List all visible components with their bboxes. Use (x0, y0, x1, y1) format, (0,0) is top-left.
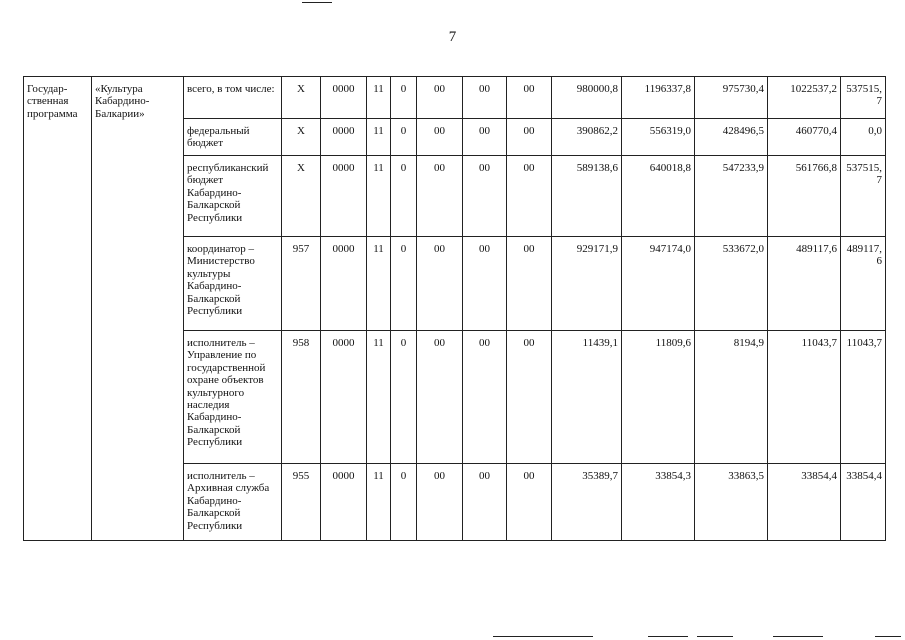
target-code-cell: 11 (367, 237, 391, 331)
amount-cell: 390862,2 (552, 119, 622, 156)
target-code-cell: 00 (507, 156, 552, 237)
amount-cell: 975730,4 (695, 77, 768, 119)
amount-cell: 489117,6 (841, 237, 886, 331)
target-code-cell: 00 (417, 237, 463, 331)
program-type-cell: Государ-ственная программа (24, 77, 92, 541)
scan-artifact-top (302, 2, 332, 3)
rzpr-cell: 0000 (321, 156, 367, 237)
amount-cell: 35389,7 (552, 464, 622, 541)
funding-source-cell: всего, в том числе: (184, 77, 282, 119)
target-code-cell: 00 (417, 331, 463, 464)
program-name-cell: «Культура Кабардино-Балкарии» (92, 77, 184, 541)
target-code-cell: 11 (367, 119, 391, 156)
amount-cell: 11809,6 (622, 331, 695, 464)
amount-cell: 428496,5 (695, 119, 768, 156)
target-code-cell: 00 (417, 77, 463, 119)
target-code-cell: 00 (463, 156, 507, 237)
grbs-cell: 957 (282, 237, 321, 331)
amount-cell: 8194,9 (695, 331, 768, 464)
amount-cell: 533672,0 (695, 237, 768, 331)
funding-source-cell: координатор – Министерство культуры Кабардино-Балкарской Республики (184, 237, 282, 331)
target-code-cell: 00 (417, 156, 463, 237)
table-row (24, 77, 886, 119)
target-code-cell: 0 (391, 464, 417, 541)
target-code-cell: 00 (463, 119, 507, 156)
amount-cell: 11043,7 (768, 331, 841, 464)
target-code-cell: 0 (391, 77, 417, 119)
rzpr-cell: 0000 (321, 331, 367, 464)
grbs-cell: 955 (282, 464, 321, 541)
grbs-cell: 958 (282, 331, 321, 464)
target-code-cell: 11 (367, 331, 391, 464)
amount-cell: 929171,9 (552, 237, 622, 331)
target-code-cell: 00 (417, 119, 463, 156)
funding-source-cell: республиканский бюджет Кабардино-Балкарской Республики (184, 156, 282, 237)
target-code-cell: 00 (507, 119, 552, 156)
funding-source-cell: исполнитель – Управление по государственной охране объектов культурного наследия Кабардино-Балкарской Республики (184, 331, 282, 464)
grbs-cell: Х (282, 156, 321, 237)
grbs-cell: Х (282, 119, 321, 156)
amount-cell: 947174,0 (622, 237, 695, 331)
amount-cell: 537515,7 (841, 77, 886, 119)
rzpr-cell: 0000 (321, 77, 367, 119)
amount-cell: 547233,9 (695, 156, 768, 237)
budget-table (23, 76, 886, 541)
target-code-cell: 0 (391, 119, 417, 156)
scan-artifact-bottom (773, 636, 823, 637)
funding-source-cell: исполнитель – Архивная служба Кабардино-Балкарской Республики (184, 464, 282, 541)
scan-artifact-bottom (697, 636, 733, 637)
target-code-cell: 00 (463, 237, 507, 331)
amount-cell: 33863,5 (695, 464, 768, 541)
target-code-cell: 0 (391, 156, 417, 237)
target-code-cell: 0 (391, 237, 417, 331)
grbs-cell: Х (282, 77, 321, 119)
amount-cell: 0,0 (841, 119, 886, 156)
target-code-cell: 00 (417, 464, 463, 541)
target-code-cell: 00 (507, 331, 552, 464)
rzpr-cell: 0000 (321, 119, 367, 156)
amount-cell: 33854,3 (622, 464, 695, 541)
amount-cell: 460770,4 (768, 119, 841, 156)
scan-artifact-bottom (875, 636, 901, 637)
target-code-cell: 00 (507, 464, 552, 541)
amount-cell: 980000,8 (552, 77, 622, 119)
amount-cell: 33854,4 (841, 464, 886, 541)
amount-cell: 489117,6 (768, 237, 841, 331)
scan-artifact-bottom (648, 636, 688, 637)
target-code-cell: 00 (507, 77, 552, 119)
amount-cell: 33854,4 (768, 464, 841, 541)
rzpr-cell: 0000 (321, 237, 367, 331)
target-code-cell: 11 (367, 464, 391, 541)
amount-cell: 11439,1 (552, 331, 622, 464)
target-code-cell: 11 (367, 156, 391, 237)
amount-cell: 640018,8 (622, 156, 695, 237)
amount-cell: 589138,6 (552, 156, 622, 237)
target-code-cell: 00 (463, 464, 507, 541)
target-code-cell: 11 (367, 77, 391, 119)
amount-cell: 1022537,2 (768, 77, 841, 119)
amount-cell: 537515,7 (841, 156, 886, 237)
target-code-cell: 00 (507, 237, 552, 331)
page-number: 7 (448, 29, 457, 45)
amount-cell: 1196337,8 (622, 77, 695, 119)
scan-artifact-bottom (493, 636, 593, 637)
target-code-cell: 00 (463, 77, 507, 119)
target-code-cell: 00 (463, 331, 507, 464)
amount-cell: 11043,7 (841, 331, 886, 464)
amount-cell: 556319,0 (622, 119, 695, 156)
rzpr-cell: 0000 (321, 464, 367, 541)
funding-source-cell: федеральный бюджет (184, 119, 282, 156)
amount-cell: 561766,8 (768, 156, 841, 237)
target-code-cell: 0 (391, 331, 417, 464)
